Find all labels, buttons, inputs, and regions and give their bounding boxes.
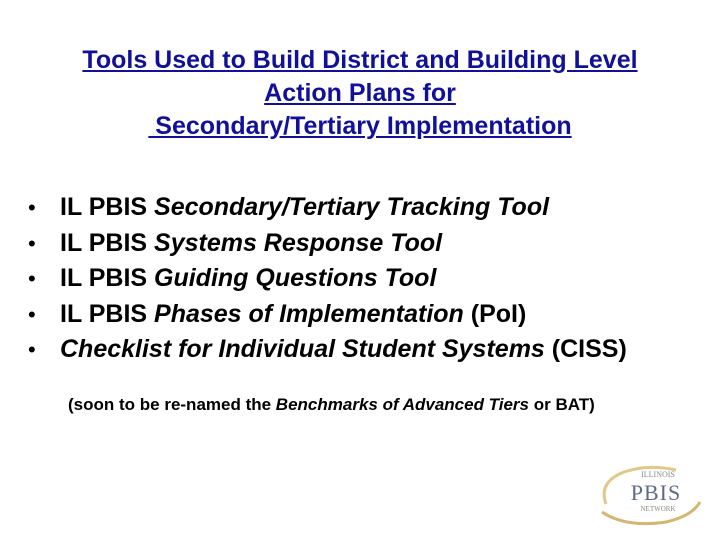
- logo-bottom-text: NETWORK: [640, 505, 676, 513]
- logo-main-text: PBIS: [630, 480, 682, 505]
- list-item: • IL PBIS Secondary/Tertiary Tracking Tool: [28, 190, 627, 226]
- tool-list: [28, 190, 627, 368]
- bullet-icon: •: [28, 337, 36, 362]
- title-line-2: Action Plans for: [264, 79, 456, 107]
- list-item: • IL PBIS Systems Response Tool: [28, 226, 627, 262]
- bullet-icon: •: [28, 195, 36, 220]
- bullet-icon: •: [28, 230, 36, 256]
- title-line-3: Secondary/Tertiary Implementation: [148, 112, 572, 140]
- list-item: • IL PBIS Phases of Implementation (PoI): [28, 297, 627, 333]
- logo-top-text: ILLINOIS: [641, 470, 675, 479]
- title-line-1: Tools Used to Build District and Building Level: [82, 46, 638, 74]
- bullet-icon: •: [28, 301, 36, 327]
- slide-title: [0, 44, 720, 143]
- bullet-icon: •: [28, 266, 36, 291]
- rename-note: (soon to be re-named the Benchmarks of Advanced Tiers or BAT): [68, 395, 595, 414]
- list-item: • Checklist for Individual Student Systems (CISS): [28, 332, 627, 368]
- list-item: • IL PBIS Guiding Questions Tool: [28, 261, 627, 297]
- illinois-pbis-network-logo: [596, 462, 704, 528]
